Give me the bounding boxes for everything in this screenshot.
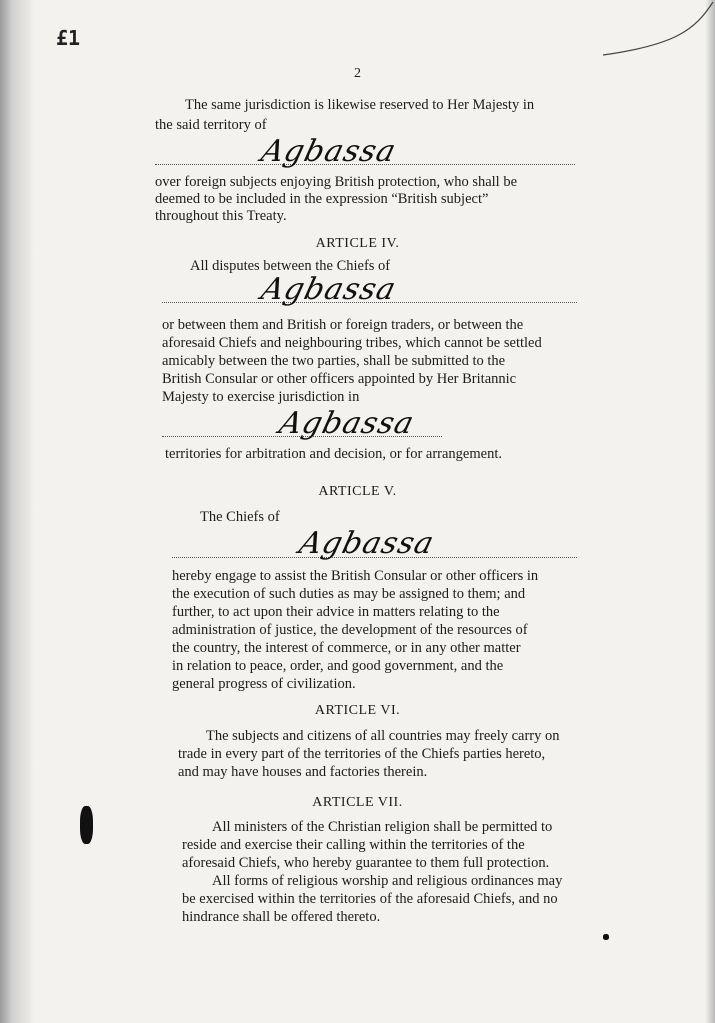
- p2-line-1: over foreign subjects enjoying British protection, who shall be: [155, 174, 518, 190]
- corner-mark: £1: [56, 26, 81, 50]
- article-vi-line-1: The subjects and citizens of all countries may freely carry on: [206, 728, 560, 744]
- handwritten-name-3: Agbassa: [275, 406, 419, 441]
- article-v-line-4: administration of justice, the development of the resources of: [172, 622, 528, 638]
- article-v-heading: ARTICLE V.: [318, 484, 397, 499]
- p2-line-2: deemed to be included in the expression “British subject”: [155, 191, 489, 207]
- page-number: 2: [354, 66, 361, 81]
- article-v-line-3: further, to act upon their advice in matters relating to the: [172, 604, 500, 620]
- scan-shadow-right: [705, 0, 715, 1023]
- article-v-line-2: the execution of such duties as may be assigned to them; and: [172, 586, 526, 602]
- article-iv-end: territories for arbitration and decision, or for arrangement.: [165, 446, 502, 462]
- article-iv-line-4: British Consular or other officers appointed by Her Britannic: [162, 371, 517, 387]
- article-vii-line-4: All forms of religious worship and religious ordinances may: [212, 873, 563, 889]
- article-vi-heading: ARTICLE VI.: [314, 703, 401, 718]
- article-vii-heading: ARTICLE VII.: [312, 795, 403, 810]
- page-fold-curve: [595, 0, 715, 70]
- article-v-line-1: hereby engage to assist the British Consular or other officers in: [172, 568, 539, 584]
- scan-shadow-left: [0, 0, 34, 1023]
- article-vi-line-3: and may have houses and factories therein.: [178, 764, 428, 780]
- article-iv-line-2: aforesaid Chiefs and neighbouring tribes, which cannot be settled: [162, 335, 542, 351]
- p1-line-2: the said territory of: [155, 117, 267, 133]
- handwritten-name-1: Agbassa: [257, 134, 401, 169]
- ink-blot: [80, 806, 93, 844]
- handwritten-name-2: Agbassa: [257, 272, 401, 307]
- article-v-line-7: general progress of civilization.: [172, 676, 356, 692]
- article-v-line-5: the country, the interest of commerce, or in any other matter: [172, 640, 521, 656]
- article-iv-line-3: amicably between the two parties, shall be submitted to the: [162, 353, 506, 369]
- article-vii-line-6: hindrance shall be offered thereto.: [182, 909, 381, 925]
- p2-line-3: throughout this Treaty.: [155, 208, 287, 224]
- article-iv-line-5: Majesty to exercise jurisdiction in: [162, 389, 360, 405]
- article-iv-heading: ARTICLE IV.: [315, 236, 400, 251]
- ink-speck: [603, 934, 609, 940]
- article-iv-intro: All disputes between the Chiefs of: [190, 258, 391, 274]
- article-v-line-6: in relation to peace, order, and good government, and the: [172, 658, 504, 674]
- article-vii-line-5: be exercised within the territories of the aforesaid Chiefs, and no: [182, 891, 558, 907]
- article-vii-line-3: aforesaid Chiefs, who hereby guarantee to them full protection.: [182, 855, 550, 871]
- article-vi-line-2: trade in every part of the territories of the Chiefs parties hereto,: [178, 746, 546, 762]
- handwritten-name-4: Agbassa: [295, 526, 439, 561]
- article-iv-line-1: or between them and British or foreign traders, or between the: [162, 317, 524, 333]
- article-vii-line-2: reside and exercise their calling within the territories of the: [182, 837, 525, 853]
- article-v-intro: The Chiefs of: [200, 509, 280, 525]
- p1-line-1: The same jurisdiction is likewise reserved to Her Majesty in: [185, 97, 535, 113]
- article-vii-line-1: All ministers of the Christian religion shall be permitted to: [212, 819, 553, 835]
